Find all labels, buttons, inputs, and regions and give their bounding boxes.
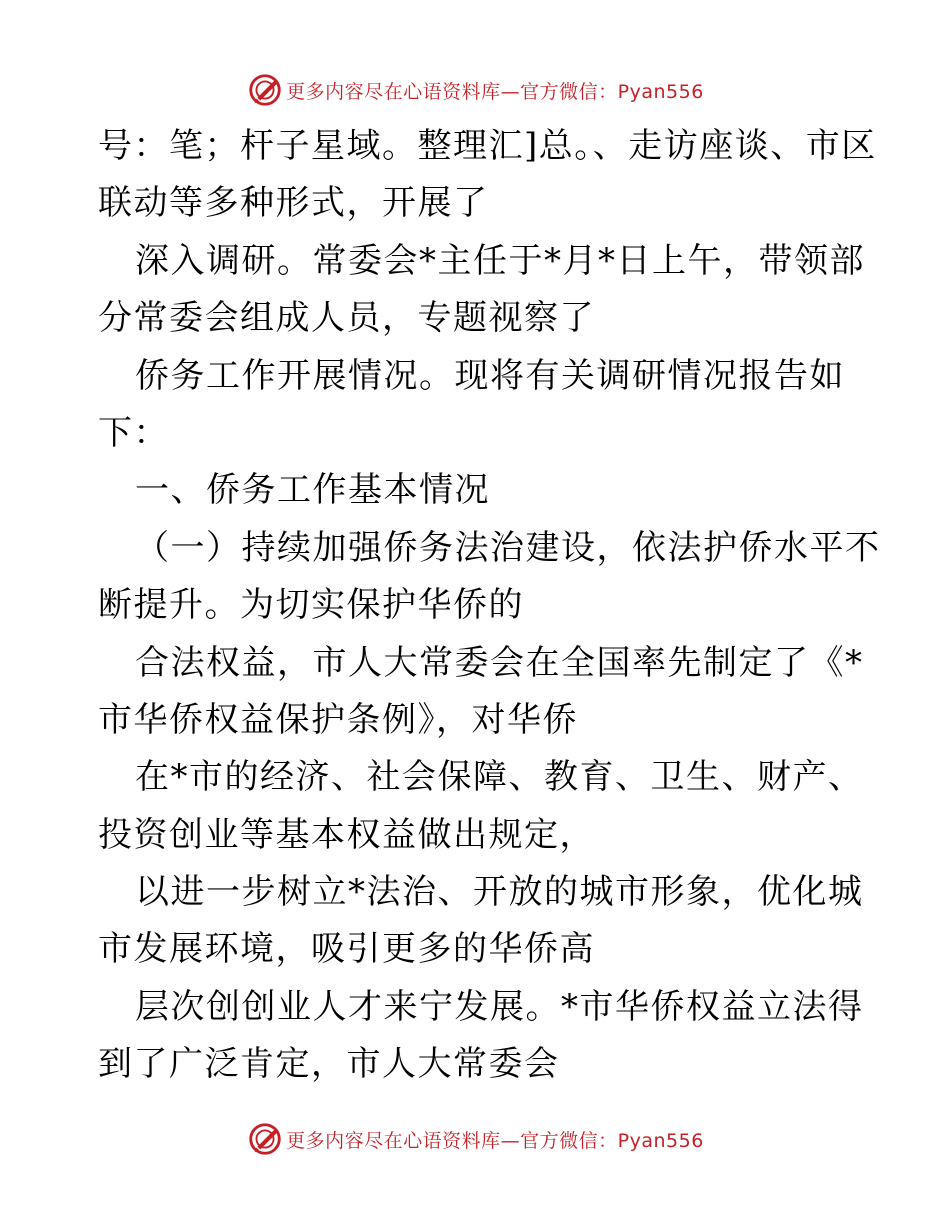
text-line: 投资创业等基本权益做出规定， [98, 814, 595, 855]
text-line: 在*市的经济、社会保障、教育、卫生、财产、 [135, 757, 864, 798]
text-line: 到了广泛肯定，市人大常委会 [98, 1044, 560, 1085]
text-line: 下： [98, 412, 169, 453]
pen-logo-icon [246, 1120, 284, 1158]
text-line: 以进一步树立*法治、开放的城市形象，优化城 [135, 872, 864, 913]
text-line: 断提升。为切实保护华侨的 [98, 585, 524, 626]
text-line: 侨务工作开展情况。现将有关调研情况报告如 [135, 355, 845, 396]
paragraph [98, 118, 877, 233]
paragraph [98, 520, 881, 635]
paragraph [98, 979, 864, 1094]
text-line: 一、侨务工作基本情况 [135, 470, 490, 511]
text-line: （一）持续加强侨务法治建设，依法护侨水平不 [135, 527, 881, 568]
text-line: 合法权益，市人大常委会在全国率先制定了《* [135, 642, 864, 683]
paragraph [98, 749, 864, 864]
section-heading [98, 462, 858, 519]
text-line: 分常委会组成人员，专题视察了 [98, 298, 595, 339]
text-line: 联动等多种形式，开展了 [98, 183, 489, 224]
paragraph [98, 864, 864, 979]
watermark-text: 更多内容尽在心语资料库—官方微信：Pyan556 [286, 1129, 704, 1152]
text-line: 市发展环境，吸引更多的华侨高 [98, 929, 595, 970]
text-line: 层次创创业人才来宁发展。*市华侨权益立法得 [135, 986, 864, 1027]
paragraph [98, 348, 858, 463]
pen-logo-icon [246, 71, 284, 109]
watermark-text: 更多内容尽在心语资料库—官方微信：Pyan556 [286, 80, 704, 103]
text-line: 深入调研。常委会*主任于*月*日上午，带领部 [135, 240, 865, 281]
paragraph [98, 635, 864, 750]
header-watermark [0, 70, 950, 110]
text-line: 市华侨权益保护条例》，对华侨 [98, 699, 578, 740]
text-line: 号：笔；杆子星域。整理汇]总。、走访座谈、市区 [98, 126, 877, 166]
footer-watermark [0, 1119, 950, 1159]
document-body [98, 118, 881, 1094]
paragraph [98, 233, 865, 348]
